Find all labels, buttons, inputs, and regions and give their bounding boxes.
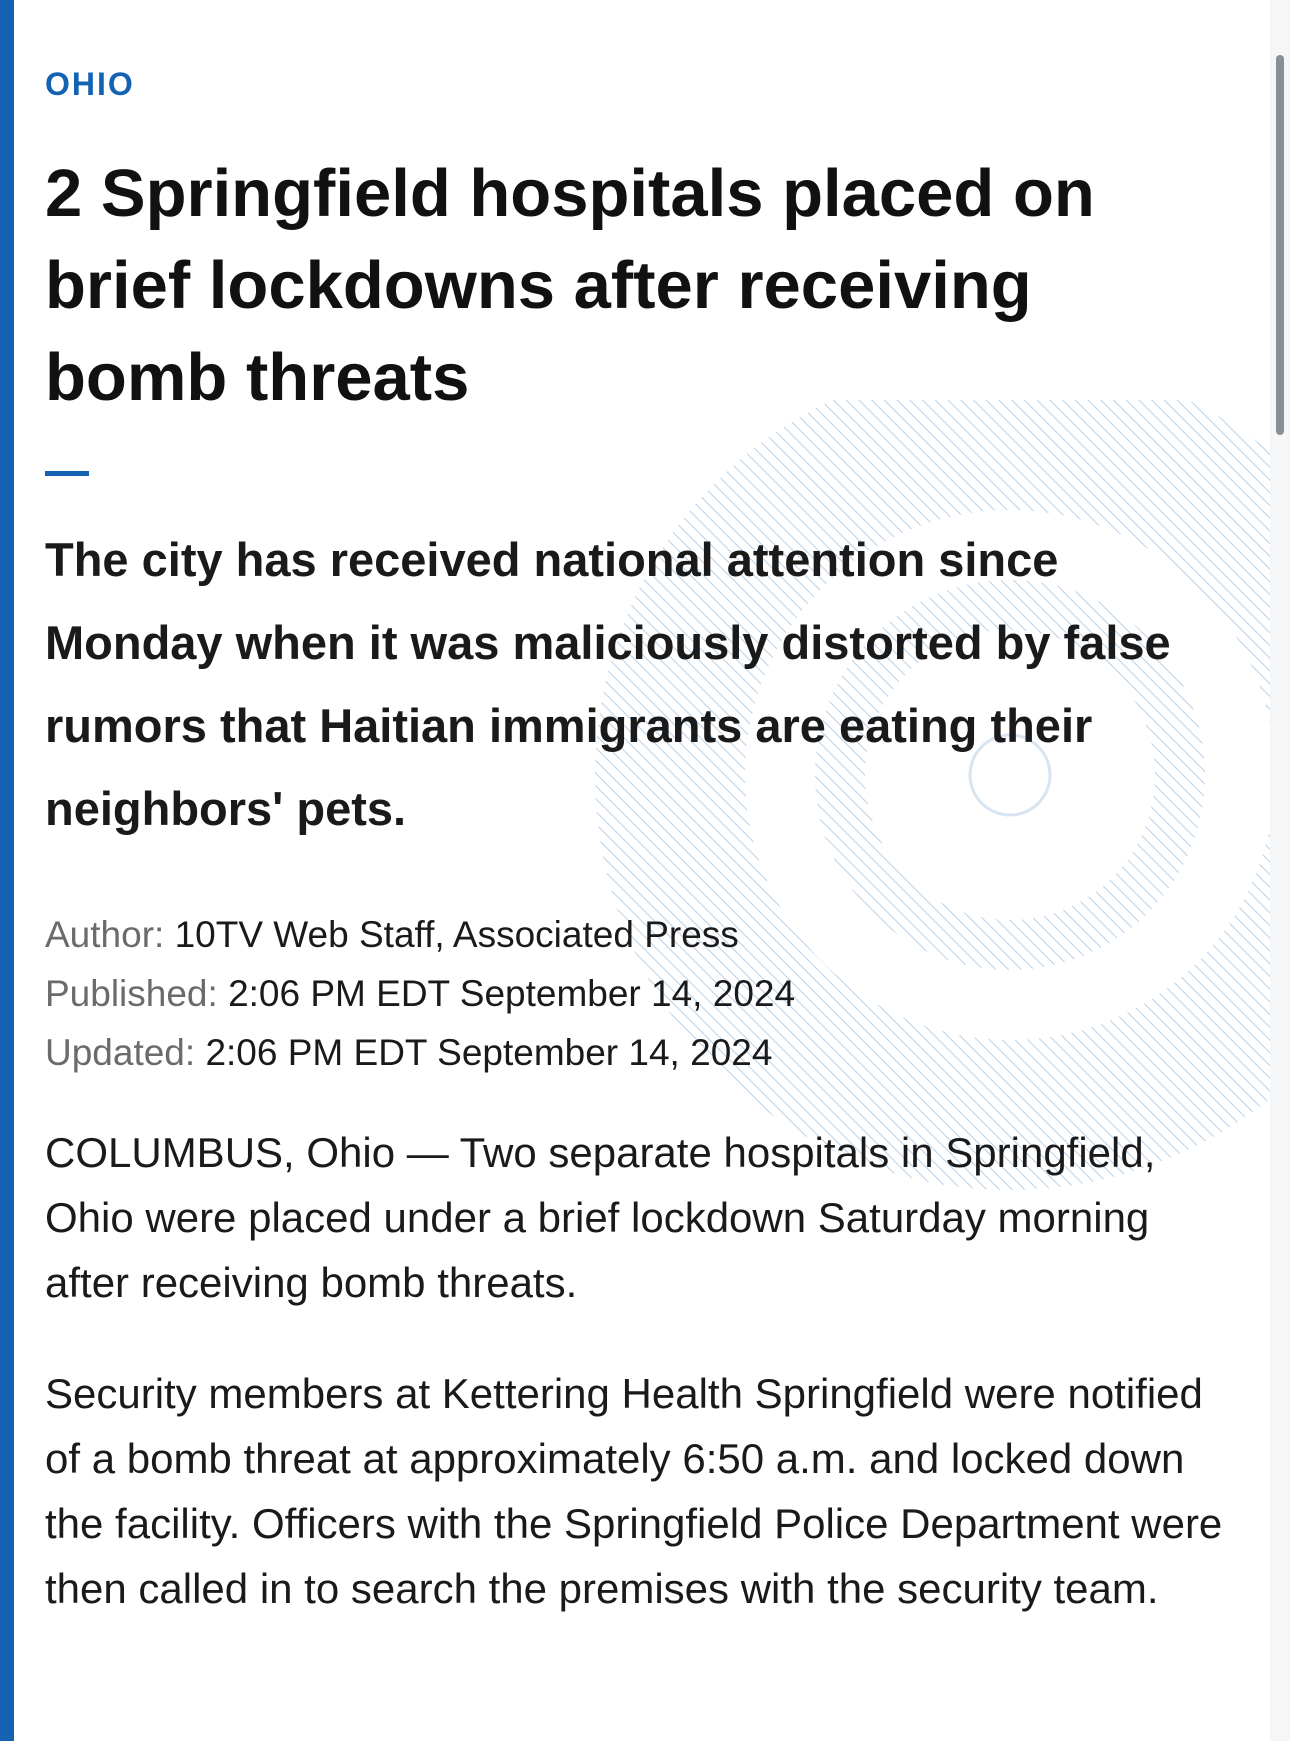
updated-value: 2:06 PM EDT September 14, 2024 bbox=[205, 1032, 773, 1073]
headline: 2 Springfield hospitals placed on brief lockdowns after receiving bomb threats bbox=[45, 156, 1095, 415]
author-value: 10TV Web Staff, Associated Press bbox=[174, 914, 739, 955]
published-value: 2:06 PM EDT September 14, 2024 bbox=[228, 973, 796, 1014]
body-paragraph: COLUMBUS, Ohio — Two separate hospitals in Springfield, Ohio were placed under a brief lockdown Saturday morning after receiving bomb threats. bbox=[45, 1129, 1156, 1306]
author-label: Author: bbox=[45, 914, 165, 955]
author-line bbox=[45, 905, 795, 964]
updated-label: Updated: bbox=[45, 1032, 196, 1073]
updated-line bbox=[45, 1023, 795, 1082]
section-label[interactable]: OHIO bbox=[45, 66, 135, 102]
published-line bbox=[45, 964, 795, 1023]
body-paragraph: Security members at Kettering Health Springfield were notified of a bomb threat at approximately 6:50 a.m. and locked down the facility. Officers with the Springfield Police Department were then called in to search the premises with the security team. bbox=[45, 1370, 1223, 1612]
article-meta bbox=[45, 905, 795, 1082]
scrollbar-thumb[interactable] bbox=[1276, 55, 1284, 435]
left-accent-bar bbox=[0, 0, 14, 1741]
subheadline: The city has received national attention since Monday when it was maliciously distorted by false rumors that Haitian immigrants are eating their neighbors' pets. bbox=[45, 533, 1171, 835]
scrollbar-track[interactable] bbox=[1270, 0, 1290, 1741]
divider-dash bbox=[45, 471, 89, 476]
published-label: Published: bbox=[45, 973, 218, 1014]
